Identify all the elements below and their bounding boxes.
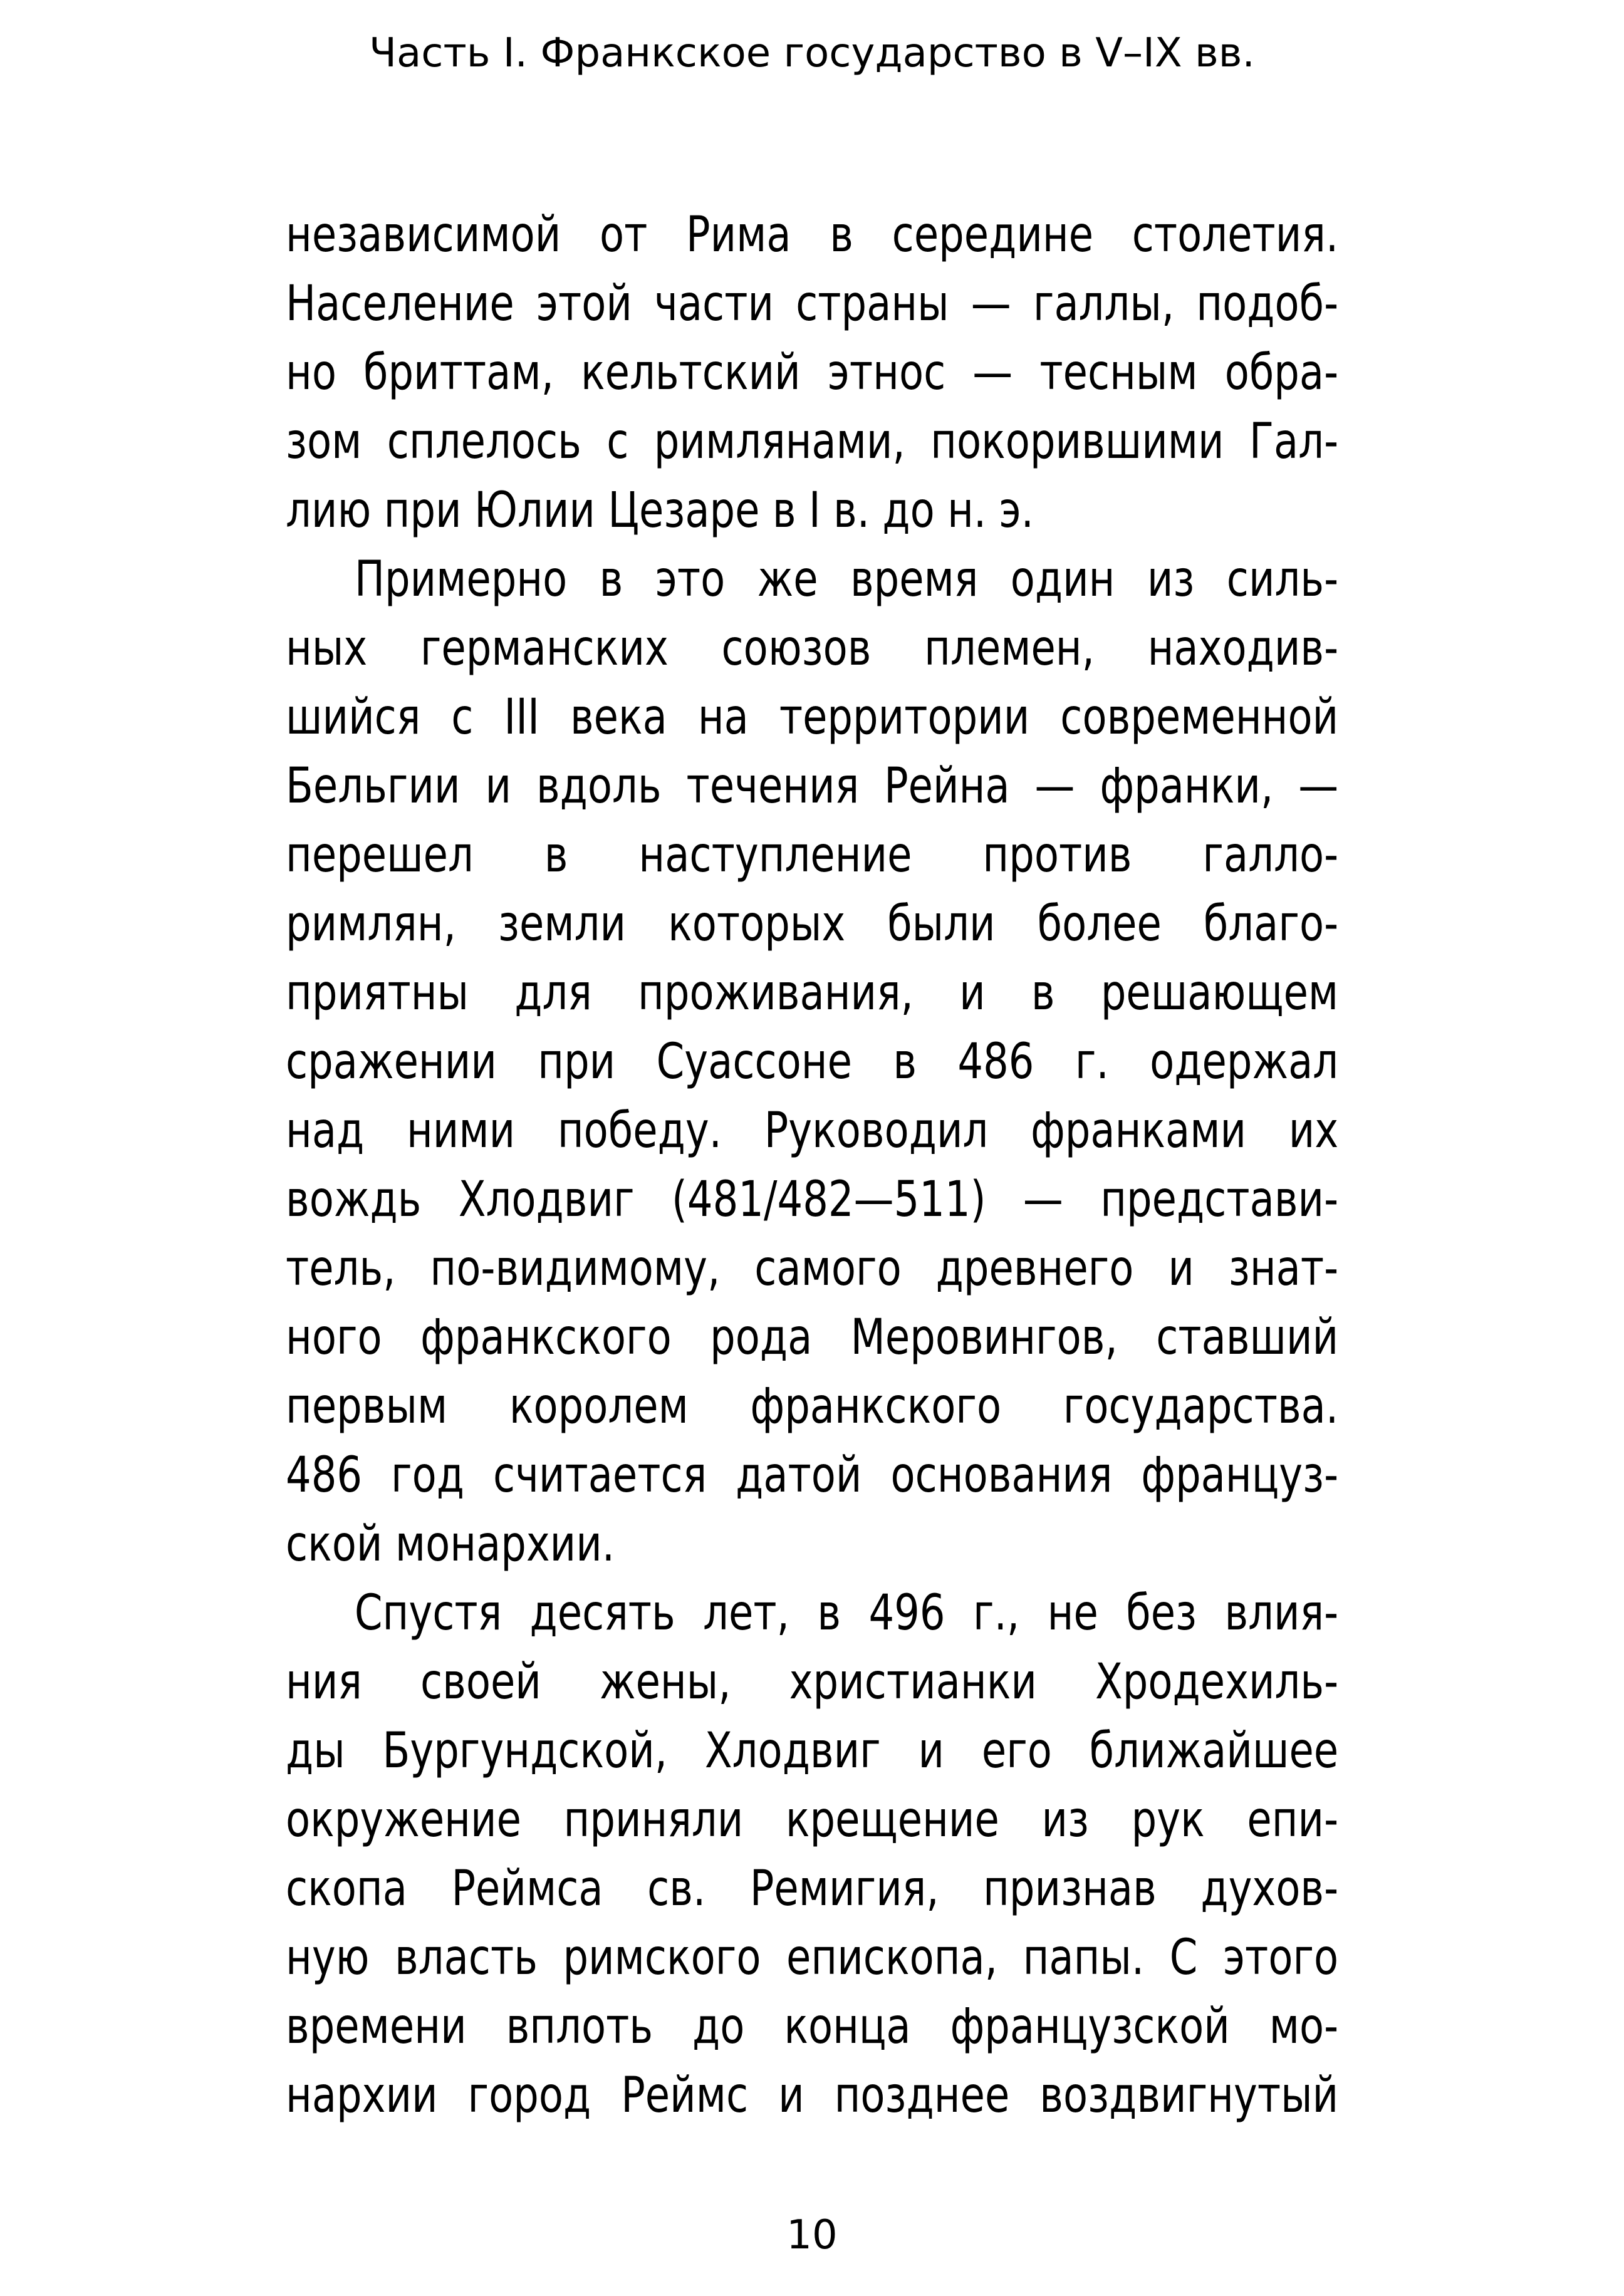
text-line: тель, по-видимому, самого древнего и знат- — [286, 1240, 1339, 1297]
text-line: перешел в наступление против галло- — [286, 827, 1339, 883]
paragraph — [286, 1579, 1338, 2130]
text-line: нархии город Реймс и позднее воздвигнутый — [286, 2067, 1339, 2124]
text-line: сражении при Суассоне в 486 г. одержал — [286, 1034, 1339, 1090]
text-line: окружение приняли крещение из рук епи- — [286, 1792, 1339, 1848]
text-line: над ними победу. Руководил франками их — [286, 1103, 1339, 1159]
text-line: римлян, земли которых были более благо- — [286, 896, 1339, 952]
text-line: независимой от Рима в середине столетия. — [286, 207, 1339, 263]
text-line: ды Бургундской, Хлодвиг и его ближайшее — [286, 1723, 1339, 1779]
text-line: 486 год считается датой основания француз- — [286, 1447, 1339, 1504]
text-line: шийся с III века на территории современной — [286, 689, 1339, 745]
text-line: Бельгии и вдоль течения Рейна — франки, — — [286, 758, 1339, 814]
text-line: ного франкского рода Меровингов, ставший — [286, 1309, 1339, 1366]
running-header: Часть I. Франкское государство в V–IX вв. — [369, 30, 1255, 76]
text-line: скопа Реймса св. Ремигия, признав духов- — [286, 1861, 1339, 1917]
text-line: ния своей жены, христианки Хродехиль- — [286, 1654, 1339, 1710]
paragraph — [286, 200, 1338, 545]
text-line: ных германских союзов племен, находив- — [286, 620, 1339, 677]
body-text — [286, 200, 1338, 2130]
text-line: зом сплелось с римлянами, покорившими Гал- — [286, 413, 1339, 470]
text-line: Примерно в это же время один из силь- — [354, 551, 1339, 608]
text-line: времени вплоть до конца французской мо- — [286, 1998, 1339, 2055]
text-line: лию при Юлии Цезаре в I в. до н. э. — [286, 482, 1034, 539]
text-line: но бриттам, кельтский этнос — тесным обра- — [286, 345, 1339, 401]
text-line: первым королем франкского государства. — [286, 1378, 1339, 1435]
text-line: Спустя десять лет, в 496 г., не без влия- — [354, 1585, 1339, 1641]
page-number: 10 — [786, 2212, 838, 2258]
text-line: ской монархии. — [286, 1516, 615, 1572]
text-line: приятны для проживания, и в решающем — [286, 965, 1339, 1021]
paragraph — [286, 545, 1338, 1579]
text-line: ную власть римского епископа, папы. С этого — [286, 1930, 1339, 1986]
text-line: вождь Хлодвиг (481/482—511) — представи- — [286, 1171, 1339, 1228]
text-line: Население этой части страны — галлы, подоб- — [286, 276, 1339, 332]
